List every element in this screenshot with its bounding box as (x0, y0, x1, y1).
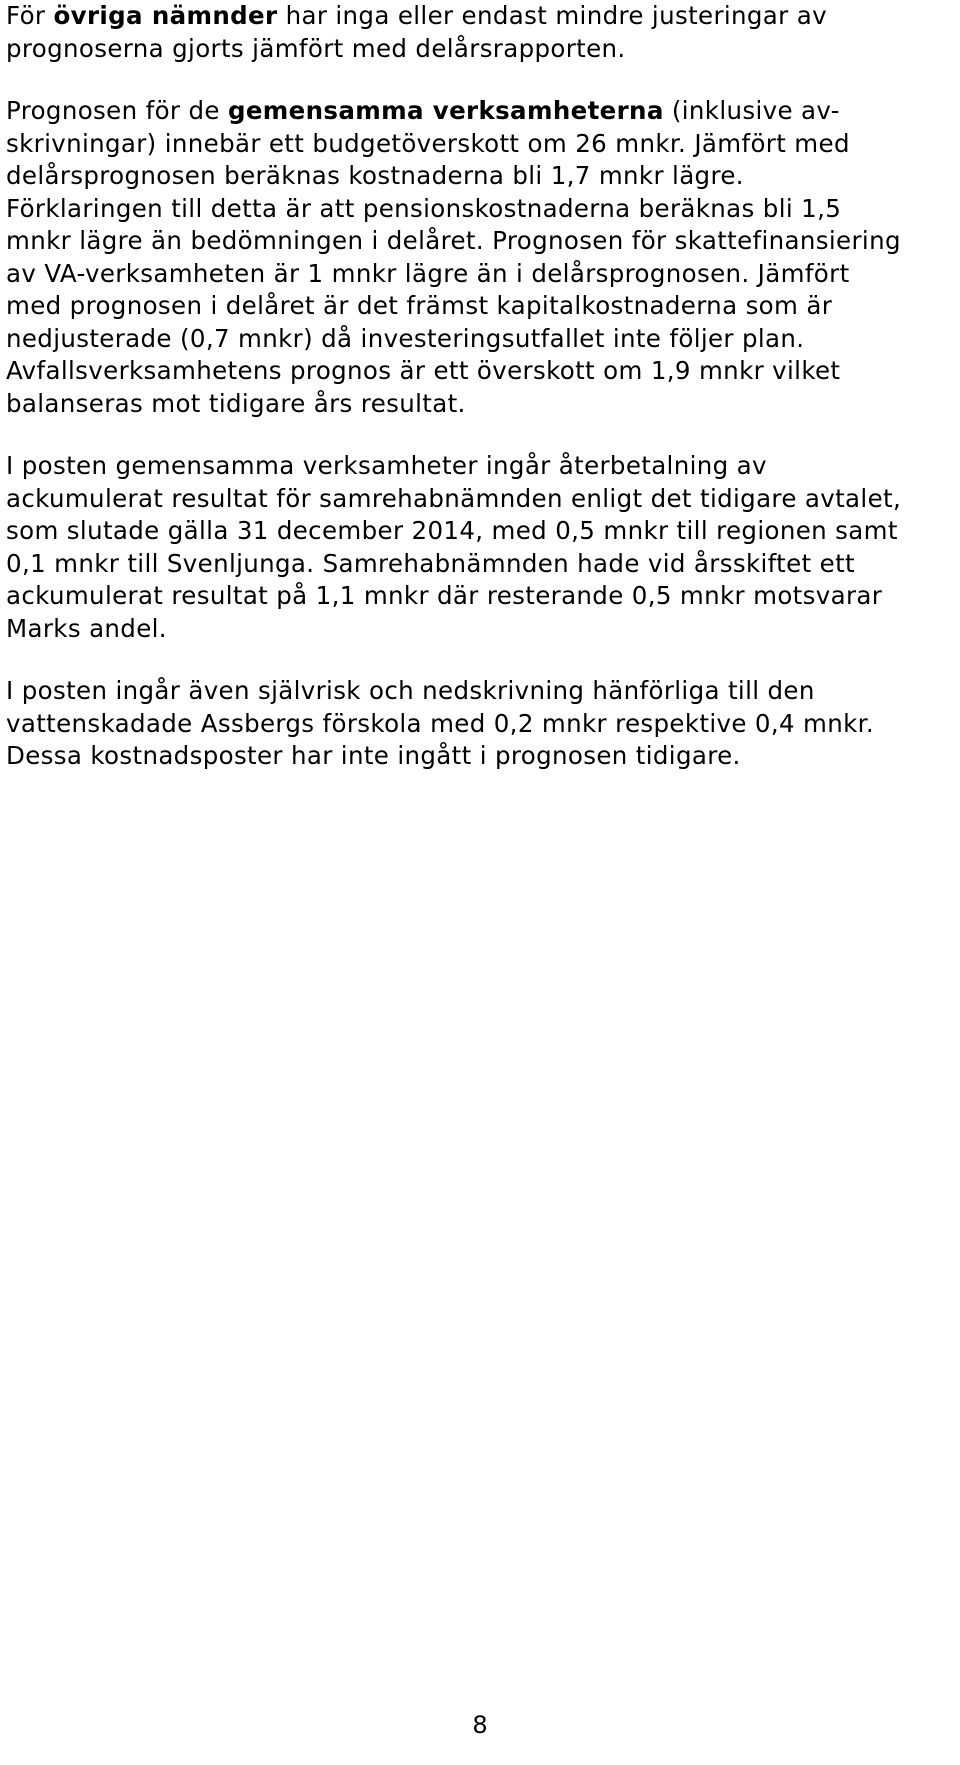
text-line: prognoserna gjorts jämfört med delårsrapporten. (6, 33, 626, 63)
bold-term: övriga nämnder (53, 1, 278, 30)
text-line: vattenskadade Assbergs förskola med 0,2 mnkr respektive 0,4 mnkr. (6, 708, 874, 738)
text-line: av VA-verksamheten är 1 mnkr lägre än i delårsprognosen. Jämfört (6, 258, 850, 288)
text-line: ackumulerat resultat på 1,1 mnkr där resterande 0,5 mnkr motsvarar (6, 581, 883, 610)
text-line: I posten ingår även självrisk och nedskrivning hänförliga till den (6, 676, 815, 705)
paragraph-ovriga-namnder (6, 0, 956, 65)
text-line: som slutade gälla 31 december 2014, med 0,5 mnkr till regionen samt (6, 516, 898, 545)
paragraph-gemensamma-verksamheterna (6, 95, 956, 420)
paragraph-aterbetalning (6, 450, 956, 645)
text-run: Prognosen för de (6, 96, 228, 125)
text-line: balanseras mot tidigare års resultat. (6, 388, 466, 418)
text-line: ackumulerat resultat för samrehabnämnden enligt det tidigare avtalet, (6, 483, 902, 513)
text-line (6, 0, 956, 33)
page-number: 8 (472, 1711, 488, 1739)
text-line: I posten gemensamma verksamheter ingår återbetalning av (6, 451, 767, 480)
text-line: skrivningar) innebär ett budgetöverskott om 26 mnkr. Jämfört med (6, 128, 850, 158)
text-line: Marks andel. (6, 613, 167, 643)
bold-term: gemensamma verksamheterna (227, 96, 664, 125)
text-line: Förklaringen till detta är att pensionskostnaderna beräknas bli 1,5 (6, 193, 842, 223)
text-line (6, 95, 956, 128)
text-run: har inga eller endast mindre justeringar av (277, 1, 827, 30)
text-line: med prognosen i delåret är det främst kapitalkostnaderna som är (6, 291, 833, 320)
text-line: delårsprognosen beräknas kostnaderna bli 1,7 mnkr lägre. (6, 161, 744, 190)
text-run: För (6, 1, 54, 30)
text-line: Avfallsverksamhetens prognos är ett överskott om 1,9 mnkr vilket (6, 356, 841, 385)
document-page (6, 0, 956, 773)
text-run: (inklusive av- (663, 96, 840, 125)
paragraph-sjalvrisk (6, 675, 956, 773)
text-line: nedjusterade (0,7 mnkr) då investeringsutfallet inte följer plan. (6, 323, 805, 353)
text-line: Dessa kostnadsposter har inte ingått i prognosen tidigare. (6, 741, 741, 770)
text-line: mnkr lägre än bedömningen i delåret. Prognosen för skattefinansiering (6, 226, 901, 255)
text-line: 0,1 mnkr till Svenljunga. Samrehabnämnden hade vid årsskiftet ett (6, 548, 855, 578)
